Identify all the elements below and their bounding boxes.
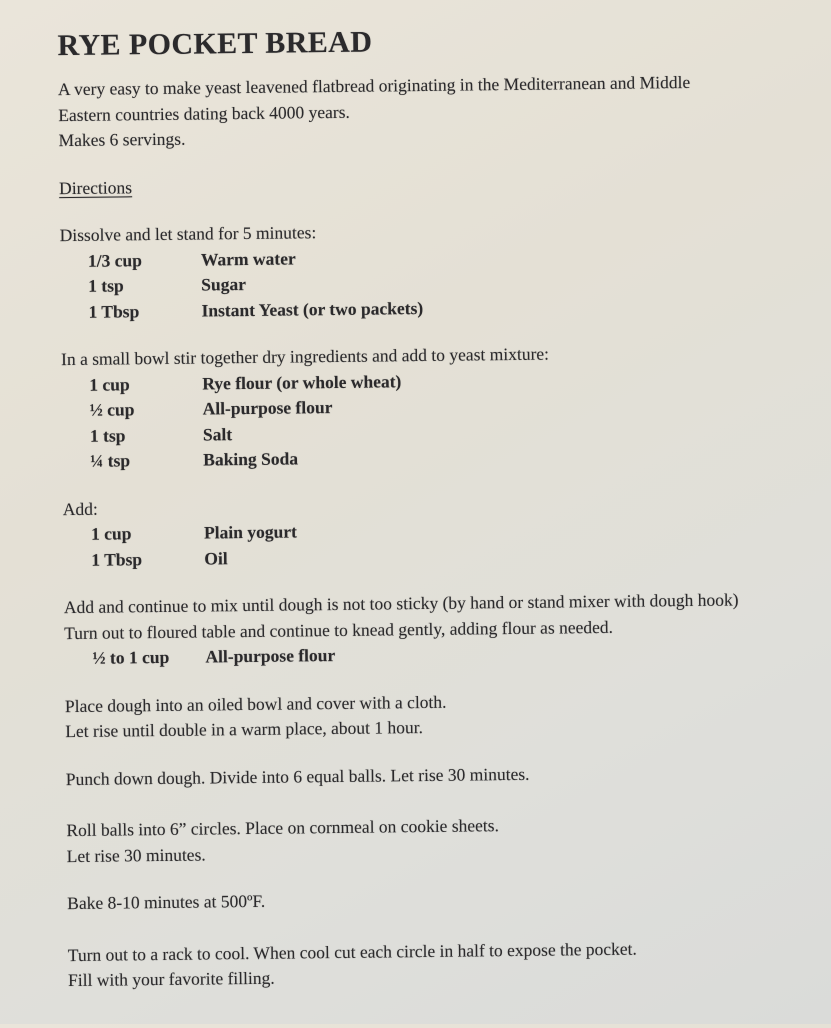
instruction-line: Place dough into an oiled bowl and cover with a cloth.	[64, 691, 447, 716]
servings-line: Makes 6 servings.	[58, 128, 186, 151]
ingredient-quantity: 1 cup	[90, 523, 132, 544]
intro-line-2: Eastern countries dating back 4000 years.	[58, 101, 350, 125]
step-lead: Dissolve and let stand for 5 minutes:	[59, 222, 317, 246]
step-shape	[66, 810, 801, 869]
instruction-line: Punch down dough. Divide into 6 equal balls. Let rise 30 minutes.	[65, 763, 530, 789]
ingredient-quantity: 1 cup	[89, 373, 130, 395]
step-lead: In a small bowl stir together dry ingredients and add to yeast mixture:	[60, 343, 550, 370]
ingredient-name: Baking Soda	[203, 448, 299, 470]
ingredient-quantity: 1/3 cup	[87, 249, 143, 271]
ingredient-name: Rye flour (or whole wheat)	[202, 370, 402, 393]
instruction-line: Fill with your favorite filling.	[67, 967, 275, 991]
instruction-line: Add and continue to mix until dough is not too sticky (by hand or stand mixer with dough hook)	[63, 589, 739, 618]
ingredient-name: Instant Yeast (or two packets)	[201, 297, 424, 321]
ingredient-name: Plain yogurt	[203, 521, 297, 543]
ingredient-quantity: ½ to 1 cup	[92, 646, 170, 668]
ingredient-name: All-purpose flour	[205, 645, 336, 667]
instruction-line: Let rise 30 minutes.	[66, 843, 206, 866]
ingredient-quantity: 1 tsp	[89, 424, 126, 446]
instruction-line: Bake 8-10 minutes at 500ºF.	[67, 890, 266, 914]
step-bake	[67, 883, 801, 917]
step-dissolve	[60, 215, 795, 325]
step-cool	[68, 934, 803, 993]
step-first-rise	[65, 685, 800, 744]
ingredient-quantity: ½ cup	[89, 399, 135, 420]
ingredient-quantity: 1 tsp	[88, 275, 124, 296]
step-divide	[66, 758, 800, 792]
step-knead	[64, 587, 799, 672]
recipe-title: RYE POCKET BREAD	[57, 25, 373, 63]
ingredient-quantity: 1 Tbsp	[91, 548, 143, 570]
step-dry-ingredients	[61, 339, 796, 475]
step-add-wet	[63, 488, 798, 573]
ingredient-name: All-purpose flour	[202, 397, 333, 419]
intro-line-1: A very easy to make yeast leavened flatbread originating in the Mediterranean and Middle	[57, 71, 691, 100]
ingredient-quantity: 1 Tbsp	[88, 300, 140, 322]
ingredient-name: Oil	[204, 547, 228, 568]
ingredient-name: Sugar	[201, 273, 247, 295]
ingredient-name: Warm water	[200, 247, 296, 270]
ingredient-name: Salt	[202, 423, 233, 444]
instruction-line: Let rise until double in a warm place, about 1 hour.	[65, 717, 424, 742]
instruction-line: Turn out to a rack to cool. When cool cut each circle in half to expose the pocket.	[67, 938, 637, 965]
instruction-line: Turn out to floured table and continue to knead gently, adding flour as needed.	[64, 616, 614, 643]
instruction-line: Roll balls into 6” circles. Place on cornmeal on cookie sheets.	[66, 815, 500, 841]
step-lead: Add:	[62, 498, 98, 519]
ingredient-quantity: ¼ tsp	[90, 450, 131, 471]
directions-heading: Directions	[58, 176, 133, 198]
